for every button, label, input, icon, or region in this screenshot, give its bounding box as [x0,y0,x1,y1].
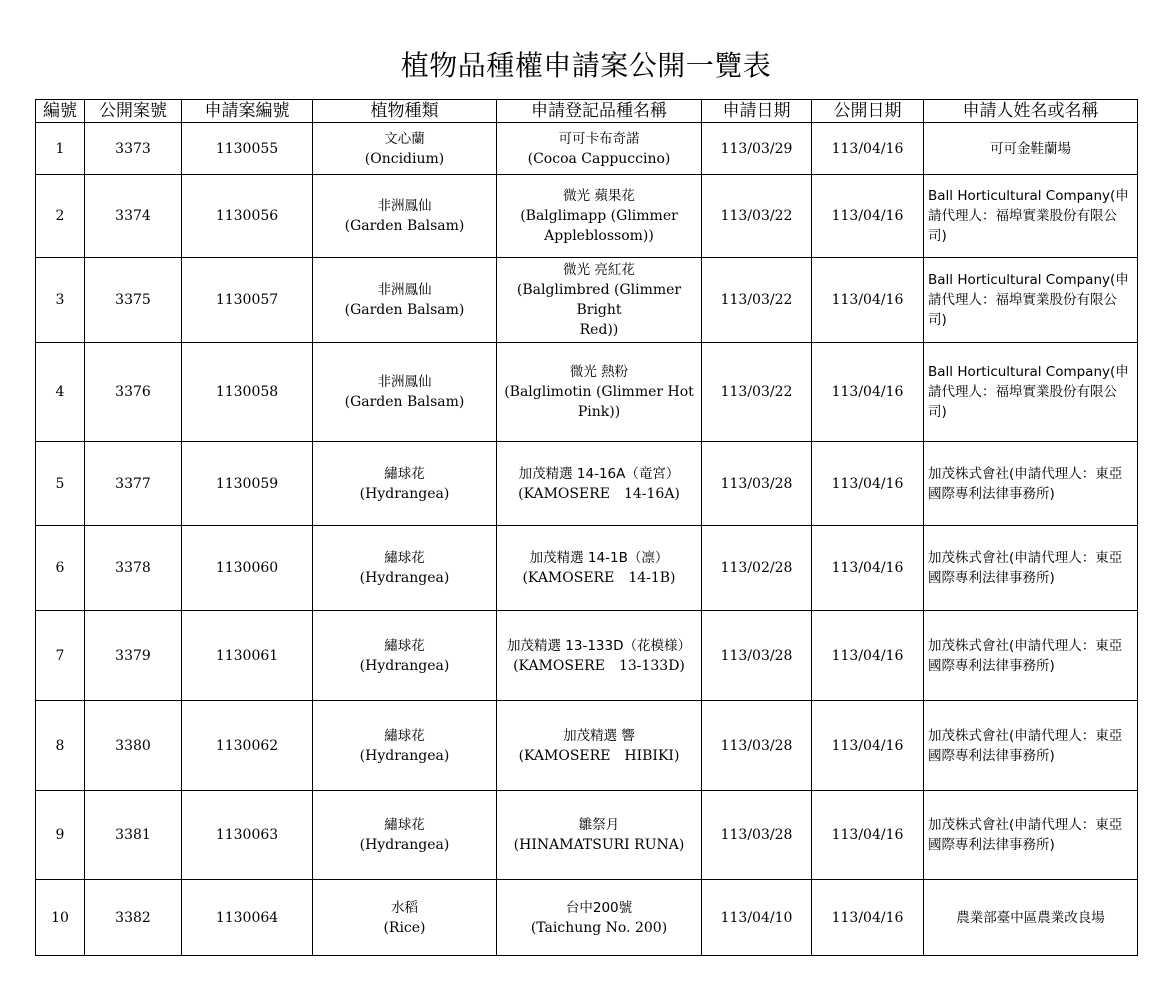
species [313,880,497,956]
table-row [36,258,1138,343]
variety-name-en: (Taichung No. 200) [530,919,668,936]
species [313,175,497,258]
header-applicant: 申請人姓名或名稱 [924,100,1138,123]
header-app-no: 申請案編號 [182,100,313,123]
variety-name-zh: 雛祭月 [578,817,620,833]
variety [497,258,702,343]
table-row [36,442,1138,526]
row-no: 8 [36,701,85,791]
row-no: 10 [36,880,85,956]
pub-date: 113/04/16 [812,123,924,175]
app-date: 113/03/22 [702,258,812,343]
app-date: 113/03/22 [702,175,812,258]
applicant: 可可金鞋蘭場 [924,123,1138,175]
row-no: 5 [36,442,85,526]
variety-name-zh: 微光 蘋果花 [563,188,635,204]
variety-name-zh: 微光 熱粉 [569,364,629,380]
header-species: 植物種類 [313,100,497,123]
species-en: (Hydrangea) [359,657,450,674]
pub-no: 3379 [85,611,182,701]
table-row [36,175,1138,258]
row-no: 2 [36,175,85,258]
pub-date: 113/04/16 [812,442,924,526]
variety [497,791,702,880]
app-no: 1130060 [182,526,313,611]
header-pub-date: 公開日期 [812,100,924,123]
table-row [36,701,1138,791]
variety-name-en: (Balglimotin (Glimmer Hot [504,384,694,400]
app-no: 1130055 [182,123,313,175]
variety-name-zh: 微光 亮紅花 [563,262,635,278]
species-zh: 繡球花 [384,465,425,482]
row-no: 7 [36,611,85,701]
applicant: 加茂株式會社(申請代理人：東亞國際專利法律事務所) [924,611,1138,701]
page-title: 植物品種權申請案公開一覽表 [400,49,772,82]
variety-name-en: (KAMOSERE 14-16A) [518,485,680,502]
variety [497,526,702,611]
pub-no: 3374 [85,175,182,258]
app-no: 1130057 [182,258,313,343]
variety [497,880,702,956]
species-en: (Oncidium) [364,150,445,167]
variety [497,701,702,791]
variety-name-en: (Balglimapp (Glimmer [520,208,678,224]
variety [497,343,702,442]
app-date: 113/03/28 [702,791,812,880]
header-no: 編號 [36,100,85,123]
applicant: Ball Horticultural Company(申請代理人：福埠實業股份有限公司) [924,258,1138,343]
app-no: 1130061 [182,611,313,701]
species-zh: 文心蘭 [384,130,425,147]
application-table [35,99,1138,956]
row-no: 6 [36,526,85,611]
species-en: (Hydrangea) [359,485,450,502]
variety-name-zh: 加茂精選 響 [563,727,635,744]
species-en: (Hydrangea) [359,570,450,586]
variety-name-en: (KAMOSERE HIBIKI) [518,747,680,764]
variety-name-en-cont: Appleblossom)) [544,228,654,244]
variety-name-zh: 加茂精選 14-1B（凛） [529,550,669,566]
variety-name-en: (Balglimbred (Glimmer Bright [516,282,682,318]
species-zh: 非洲鳳仙 [377,282,432,298]
species [313,791,497,880]
app-no: 1130064 [182,880,313,956]
variety-name-en: (KAMOSERE 13-133D) [513,657,685,674]
species-zh: 繡球花 [384,817,425,833]
header-variety: 申請登記品種名稱 [497,100,702,123]
variety-name-zh: 加茂精選 13-133D（花模様） [506,637,691,654]
applicant: Ball Horticultural Company(申請代理人：福埠實業股份有限公司) [924,343,1138,442]
species-en: (Rice) [383,919,426,936]
table-row [36,526,1138,611]
species-zh: 繡球花 [384,637,425,654]
row-no: 3 [36,258,85,343]
pub-no: 3373 [85,123,182,175]
applicant: 加茂株式會社(申請代理人：東亞國際專利法律事務所) [924,442,1138,526]
variety-name-en: (HINAMATSURI RUNA) [513,837,685,853]
pub-date: 113/04/16 [812,526,924,611]
pub-no: 3380 [85,701,182,791]
table-row [36,343,1138,442]
table-row [36,611,1138,701]
variety [497,442,702,526]
header-pub-no: 公開案號 [85,100,182,123]
app-date: 113/02/28 [702,526,812,611]
app-date: 113/03/29 [702,123,812,175]
pub-no: 3375 [85,258,182,343]
app-no: 1130058 [182,343,313,442]
species [313,526,497,611]
species-en: (Hydrangea) [359,747,450,764]
species [313,123,497,175]
applicant: 加茂株式會社(申請代理人：東亞國際專利法律事務所) [924,526,1138,611]
table-row [36,880,1138,956]
header-row [36,100,1138,123]
table-row [36,791,1138,880]
app-date: 113/03/28 [702,701,812,791]
row-no: 1 [36,123,85,175]
variety [497,175,702,258]
app-date: 113/04/10 [702,880,812,956]
pub-date: 113/04/16 [812,611,924,701]
species-zh: 繡球花 [384,727,425,744]
pub-date: 113/04/16 [812,175,924,258]
applicant: 加茂株式會社(申請代理人：東亞國際專利法律事務所) [924,791,1138,880]
applicant: 農業部臺中區農業改良場 [924,880,1138,956]
table-row [36,123,1138,175]
applicant: Ball Horticultural Company(申請代理人：福埠實業股份有限公司) [924,175,1138,258]
variety-name-en-cont: Pink)) [577,404,621,420]
pub-no: 3382 [85,880,182,956]
app-no: 1130056 [182,175,313,258]
species [313,442,497,526]
pub-date: 113/04/16 [812,701,924,791]
variety-name-zh: 可可卡布奇諾 [558,130,640,147]
pub-no: 3377 [85,442,182,526]
species-en: (Garden Balsam) [344,394,465,410]
variety-name-en: (KAMOSERE 14-1B) [522,570,676,586]
species-en: (Garden Balsam) [344,302,465,318]
applicant: 加茂株式會社(申請代理人：東亞國際專利法律事務所) [924,701,1138,791]
variety-name-en: (Cocoa Cappuccino) [527,150,671,167]
pub-date: 113/04/16 [812,258,924,343]
species [313,611,497,701]
pub-date: 113/04/16 [812,791,924,880]
pub-date: 113/04/16 [812,880,924,956]
species [313,701,497,791]
app-no: 1130059 [182,442,313,526]
species [313,343,497,442]
header-app-date: 申請日期 [702,100,812,123]
variety [497,611,702,701]
app-no: 1130063 [182,791,313,880]
variety [497,123,702,175]
app-date: 113/03/22 [702,343,812,442]
species-en: (Hydrangea) [359,837,450,853]
row-no: 9 [36,791,85,880]
row-no: 4 [36,343,85,442]
species-zh: 水稻 [391,899,418,916]
pub-no: 3376 [85,343,182,442]
variety-name-en-cont: Red)) [579,322,619,338]
app-no: 1130062 [182,701,313,791]
species [313,258,497,343]
species-zh: 非洲鳳仙 [377,374,432,390]
variety-name-zh: 台中200號 [565,899,633,916]
pub-date: 113/04/16 [812,343,924,442]
pub-no: 3381 [85,791,182,880]
variety-name-zh: 加茂精選 14-16A（竜宮） [518,465,680,482]
app-date: 113/03/28 [702,611,812,701]
app-date: 113/03/28 [702,442,812,526]
species-zh: 繡球花 [384,550,425,566]
species-en: (Garden Balsam) [344,218,465,234]
pub-no: 3378 [85,526,182,611]
species-zh: 非洲鳳仙 [377,198,432,214]
